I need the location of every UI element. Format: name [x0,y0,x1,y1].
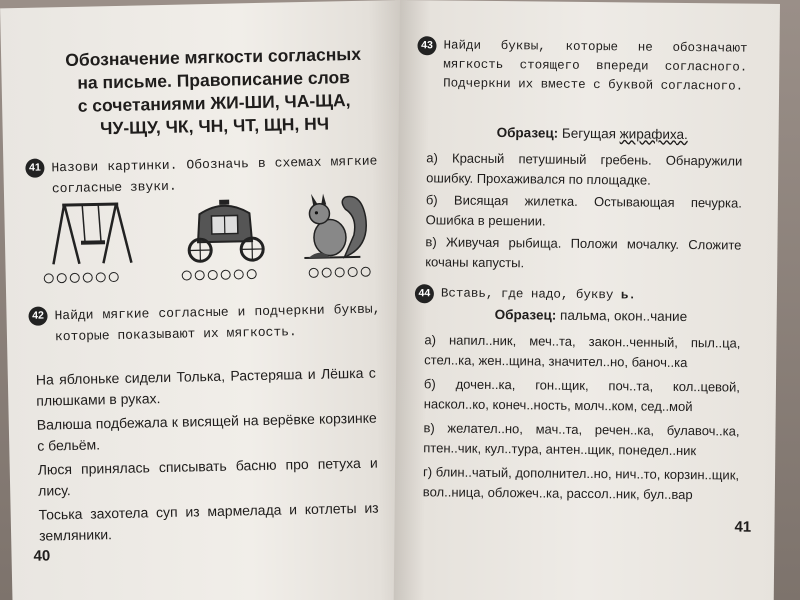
example-label: Образец: [496,125,559,141]
sentence: Тоська захотела суп из мармелада и котлеты из земляники. [38,499,379,544]
task-number-badge: 42 [28,306,47,325]
heading-line: на письме. Правописание слов [77,67,351,93]
sentence: Валюша подбежала к висящей на верёвке корзинке с бельём. [36,409,377,454]
task-letter: ь. [620,288,637,303]
task-text: Вставь, где надо, букву [440,286,614,303]
sound-scheme-1 [44,270,122,287]
exercise-item: в) Живучая рыбища. Положи мочалку. Сложите кочаны капусты. [425,234,742,271]
sound-scheme-3 [309,265,374,281]
exercise-item: г) блин..чатый, дополнител..но, нич..то, корзин..щик, вол..ница, обложеч..ка, рассол..ник, бул..вар [422,464,740,503]
section-heading [53,43,375,142]
carriage-picture [179,193,270,265]
task-text: Найди буквы, которые не обозначают мягкость стоящего впереди согласного. Подчеркни их вместе с буквой согласного. [443,38,748,94]
sound-scheme-2 [182,267,260,284]
example-label: Образец: [494,307,557,323]
sentence: Люся принялась списывать басню про петуха и лису. [37,454,378,499]
task-number-badge: 43 [417,36,436,55]
example-text: пальма, окон..чание [559,307,688,325]
example-43 [497,125,688,142]
task-43 [417,36,748,96]
squirrel-picture [299,187,373,262]
exercise-item: а) Красный петушиный гребень. Обнаружили ошибку. Прохаживался по площадке. [426,150,743,188]
sentence: На яблоньке сидели Толька, Растеряша и Лёшка с плюшками в руках. [35,364,376,409]
task-42 [28,298,381,347]
heading-line: ЧУ-ЩУ, ЧК, ЧН, ЧТ, ЩН, НЧ [99,113,330,139]
page-number: 40 [33,547,51,565]
right-page [394,0,780,600]
exercise-item: в) желател..но, мач..та, речен..ка, булавоч..ка, птен..чик, кул..тура, антен..щик, понедел..ник [423,420,740,459]
swing-picture [44,199,135,267]
exercise-item: б) Висящая жилетка. Остывающая печурка. Ошибка в решении. [425,192,742,229]
example-44 [495,307,688,324]
task-number-badge: 41 [25,158,44,177]
exercise-item: а) напил..ник, меч..та, закон..ченный, пыл..ца, стел..ка, жен..щина, значител..но, баноч..ка [424,332,741,371]
example-text-start: Бегущая [561,125,620,142]
task-44 [415,284,745,306]
exercise-item: б) дочен..ка, гон..щик, поч..та, кол..цевой, наскол..ко, конеч..ность, молч..ком, сед..мой [423,376,741,415]
task-text: Найди мягкие согласные и подчеркни буквы, которые показывают их мягкость. [54,301,381,345]
task-text: Назови картинки. Обозначь в схемах мягкие согласные звуки. [51,153,378,197]
heading-line: Обозначение мягкости согласных [65,43,362,71]
task-number-badge: 44 [415,284,434,303]
heading-line: с сочетаниями ЖИ-ШИ, ЧА-ЩА, [77,90,351,116]
page-number: 41 [734,518,752,536]
example-text-end: жирафиха. [619,126,688,143]
